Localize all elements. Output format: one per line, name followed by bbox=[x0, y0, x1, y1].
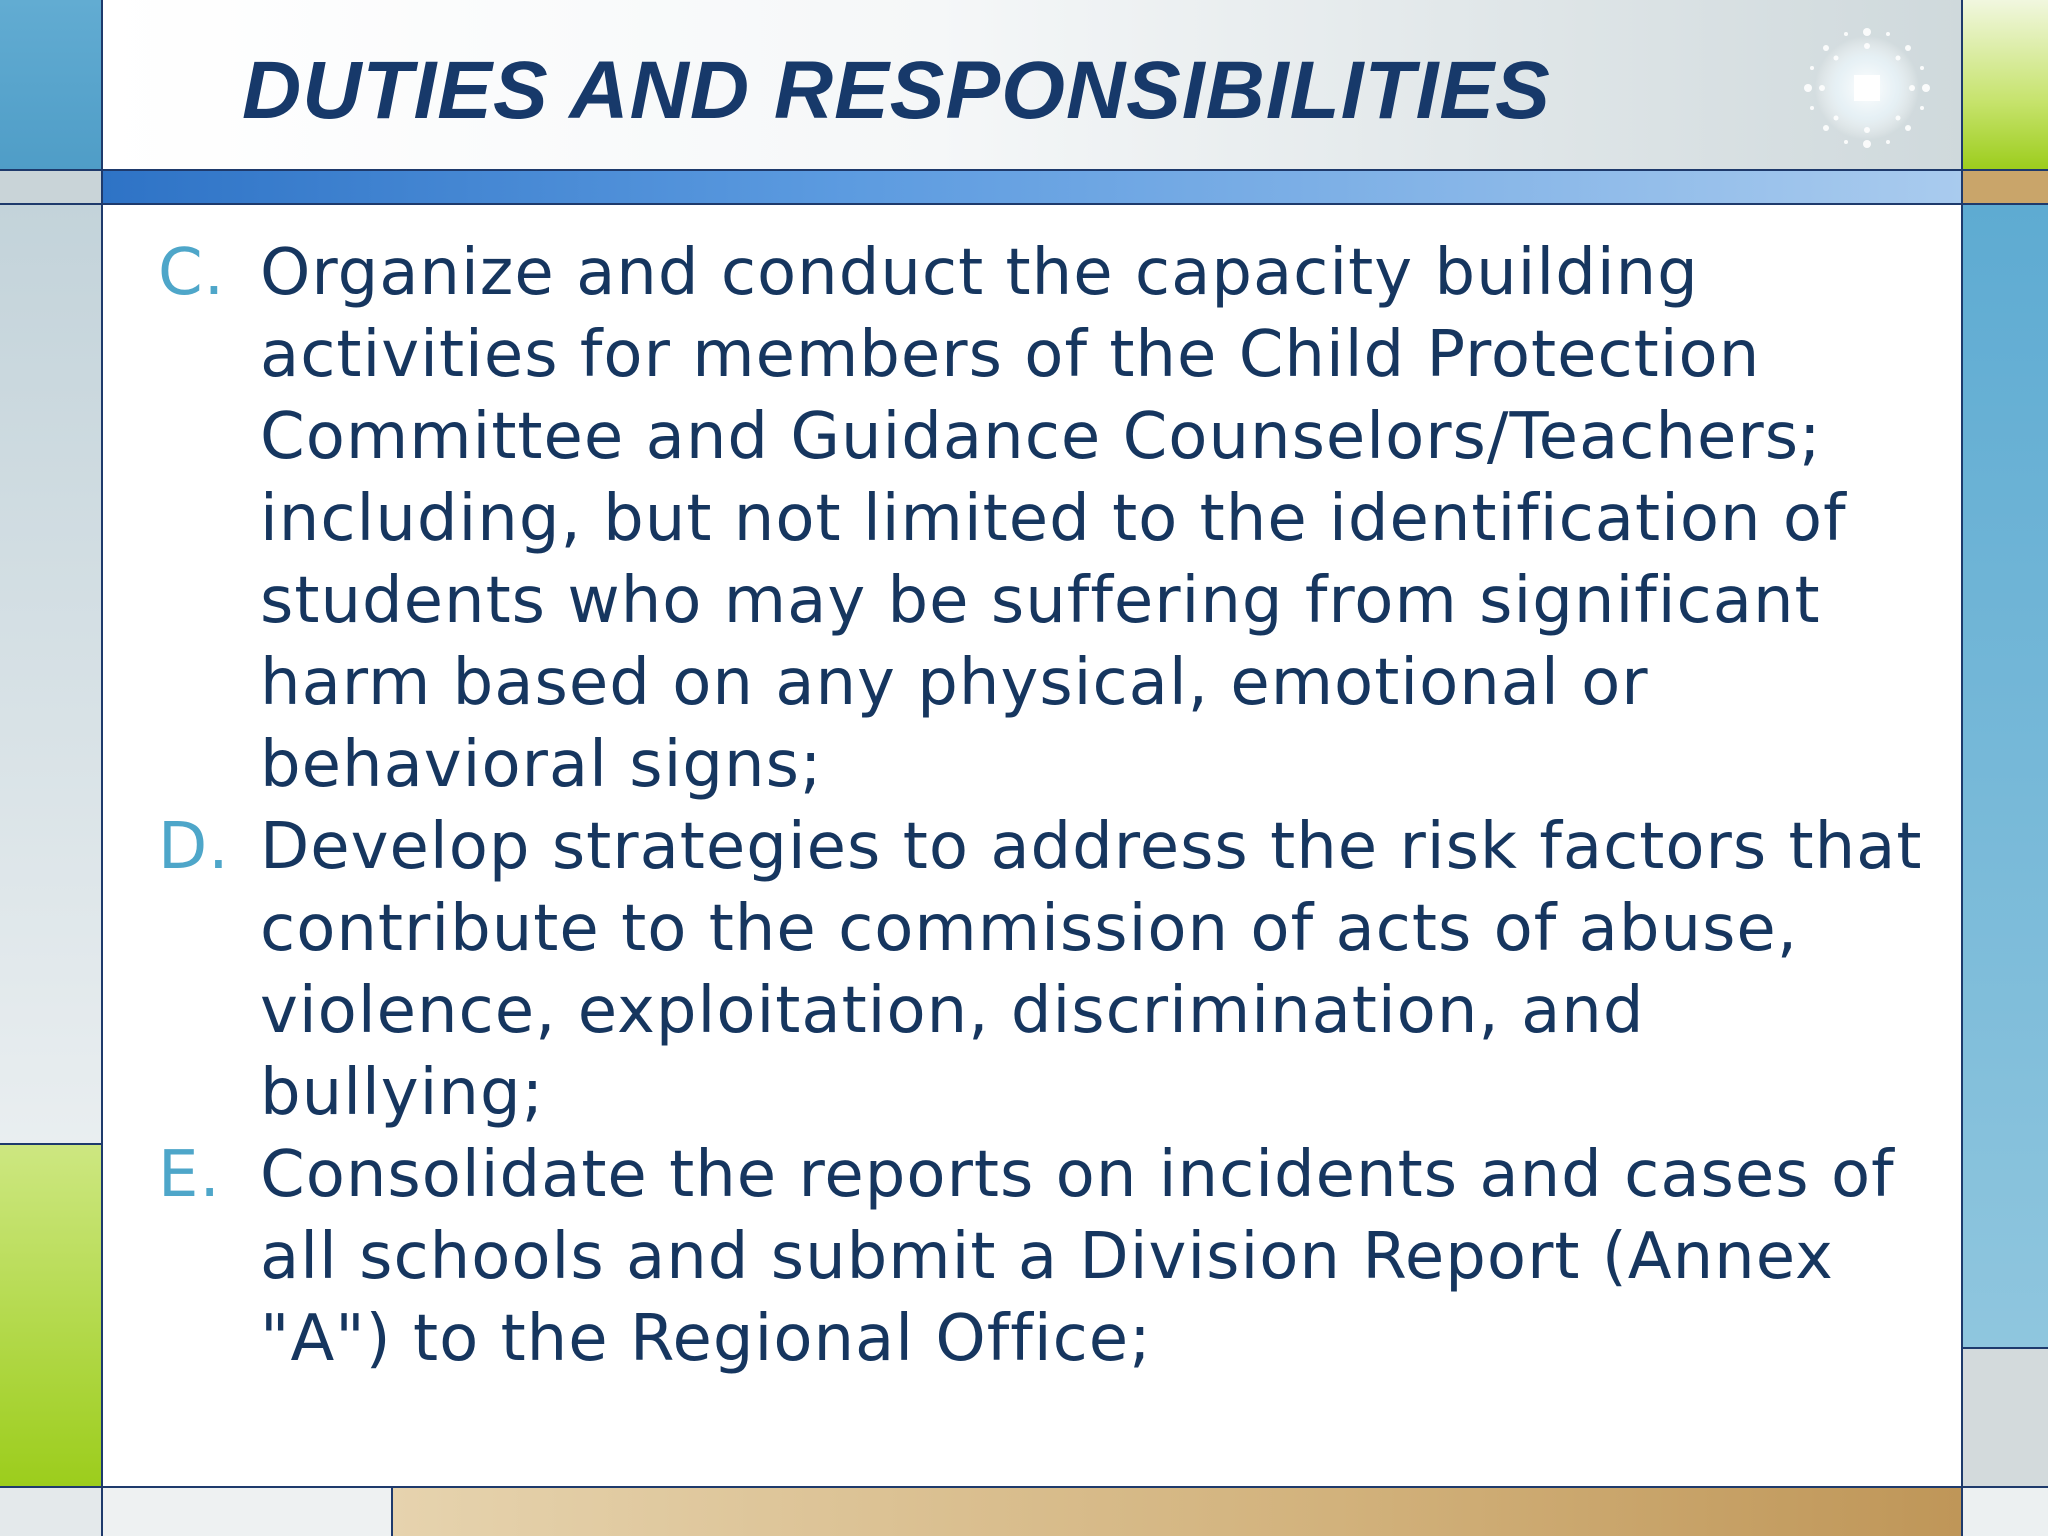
frame-line-title-bottom bbox=[0, 169, 2048, 171]
left-top-block bbox=[0, 0, 102, 170]
bottom-right-bar bbox=[392, 1486, 1962, 1536]
slide-title: DUTIES AND RESPONSIBILITIES bbox=[242, 45, 1551, 136]
right-blue-block bbox=[1962, 204, 2048, 1348]
list-item bbox=[158, 232, 1948, 806]
list-marker: D. bbox=[158, 810, 230, 884]
frame-line-strip-bottom bbox=[0, 203, 2048, 205]
left-band-block bbox=[0, 170, 102, 204]
right-grey-block bbox=[1962, 1348, 2048, 1486]
left-middle-block bbox=[0, 204, 102, 1144]
frame-line-footer-divider bbox=[391, 1486, 393, 1536]
list-item-text: Consolidate the reports on incidents and cases of all schools and submit a Division Report (Annex "A") to the Regional Office; bbox=[260, 1138, 1895, 1376]
right-band-block bbox=[1962, 170, 2048, 204]
list-marker: C. bbox=[158, 236, 226, 310]
frame-line-footer-top bbox=[0, 1486, 2048, 1488]
list-marker: E. bbox=[158, 1138, 221, 1212]
right-top-block bbox=[1962, 0, 2048, 170]
frame-line-right-grey bbox=[1962, 1347, 2048, 1349]
right-bottom-block bbox=[1962, 1486, 2048, 1536]
left-green-block bbox=[0, 1144, 102, 1486]
title-accent-strip bbox=[102, 170, 1962, 204]
title-band bbox=[102, 0, 1962, 170]
list-item bbox=[158, 1134, 1948, 1380]
list-item-text: Develop strategies to address the risk factors that contribute to the commission of acts of abuse, violence, exploitation, discrimination, and bullying; bbox=[260, 810, 1923, 1130]
frame-line-left bbox=[101, 0, 103, 1536]
list-item-text: Organize and conduct the capacity building activities for members of the Child Protection Committee and Guidance Counselors/Teachers; including, but not limited to the identification of students who may be suffering from significant harm based on any physical, emotional or behavioral signs; bbox=[260, 236, 1847, 802]
frame-line-left-green bbox=[0, 1143, 102, 1145]
bottom-left-bar bbox=[102, 1486, 392, 1536]
frame-line-right bbox=[1961, 0, 1963, 1536]
sparkle-icon bbox=[1792, 18, 1942, 158]
list-item bbox=[158, 806, 1948, 1134]
duties-list bbox=[158, 232, 1948, 1380]
left-bottom-block bbox=[0, 1486, 102, 1536]
